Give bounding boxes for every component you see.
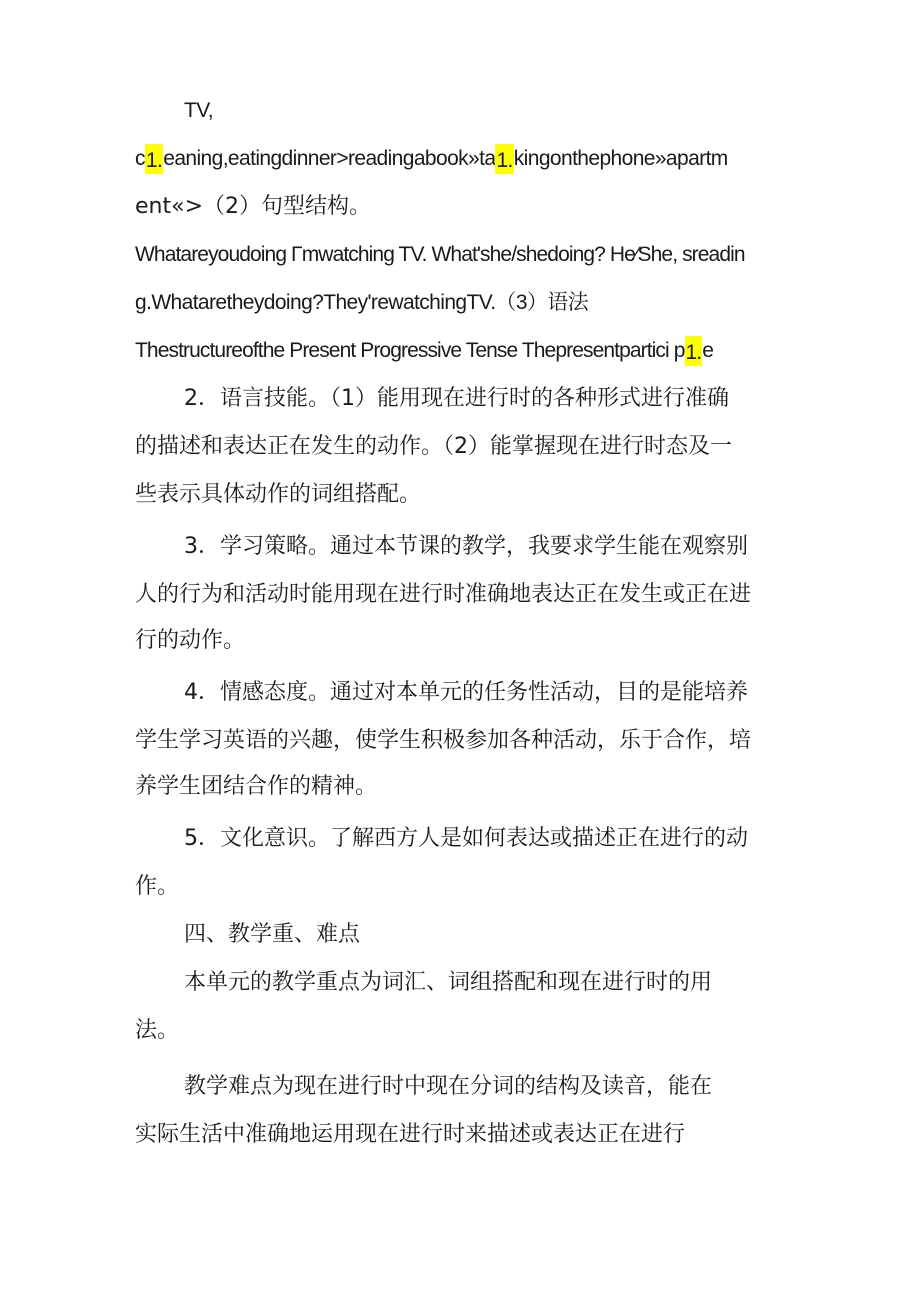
paragraph-line: 人的行为和活动时能用现在进行时准确地表达正在发生或正在进 (135, 582, 752, 607)
paragraph-line: 实际生活中准确地运用现在进行时来描述或表达正在进行 (135, 1122, 686, 1147)
text-fragment: Thestructureofthe Present Progressive Tense Thepresentpartici p (135, 339, 685, 362)
text-line: ent«>（2）句型结构。 (135, 194, 371, 219)
text-fragment: eaning,eatingdinner>readingabook»ta (163, 147, 496, 170)
paragraph-line: 学生学习英语的兴趣，使学生积极参加各种活动，乐于合作，培 (135, 728, 752, 753)
text-line: g.Whataretheydoing?They'rewatchingTV.（3）语法 (135, 291, 589, 314)
paragraph-line: 作。 (135, 874, 180, 899)
highlighted-text: 1. (685, 336, 703, 366)
text-fragment: c (135, 147, 145, 170)
text-fragment: e (702, 339, 714, 362)
paragraph-line: 3．学习策略。通过本节课的教学，我要求学生能在观察别 (184, 534, 748, 559)
paragraph-line: 些表示具体动作的词组搭配。 (135, 482, 422, 507)
text-line: Whatareyoudoing Γmwatching TV. What'she/shedoing? He⁄She, sreadin (135, 243, 745, 266)
text-line: TV, (184, 99, 213, 122)
highlighted-text: 1. (495, 144, 513, 174)
paragraph-line: 行的动作。 (135, 628, 246, 653)
section-heading: 四、教学重、难点 (184, 922, 361, 947)
text-line (135, 336, 713, 366)
text-fragment: kingonthephone»apartm (513, 147, 728, 170)
paragraph-line: 法。 (135, 1018, 180, 1043)
paragraph-line: 5．文化意识。了解西方人是如何表达或描述正在进行的动 (184, 826, 748, 851)
paragraph-line: 的描述和表达正在发生的动作。（2）能掌握现在进行时态及一 (135, 434, 732, 459)
text-line (135, 144, 728, 174)
paragraph-line: 教学难点为现在进行时中现在分词的结构及读音，能在 (184, 1074, 713, 1099)
paragraph-line: 2．语言技能。（1）能用现在进行时的各种形式进行准确 (184, 386, 729, 411)
highlighted-text: 1. (145, 144, 163, 174)
paragraph-line: 本单元的教学重点为词汇、词组搭配和现在进行时的用 (184, 970, 713, 995)
paragraph-line: 4．情感态度。通过对本单元的任务性活动，目的是能培养 (184, 680, 748, 705)
paragraph-line: 养学生团结合作的精神。 (135, 774, 378, 799)
